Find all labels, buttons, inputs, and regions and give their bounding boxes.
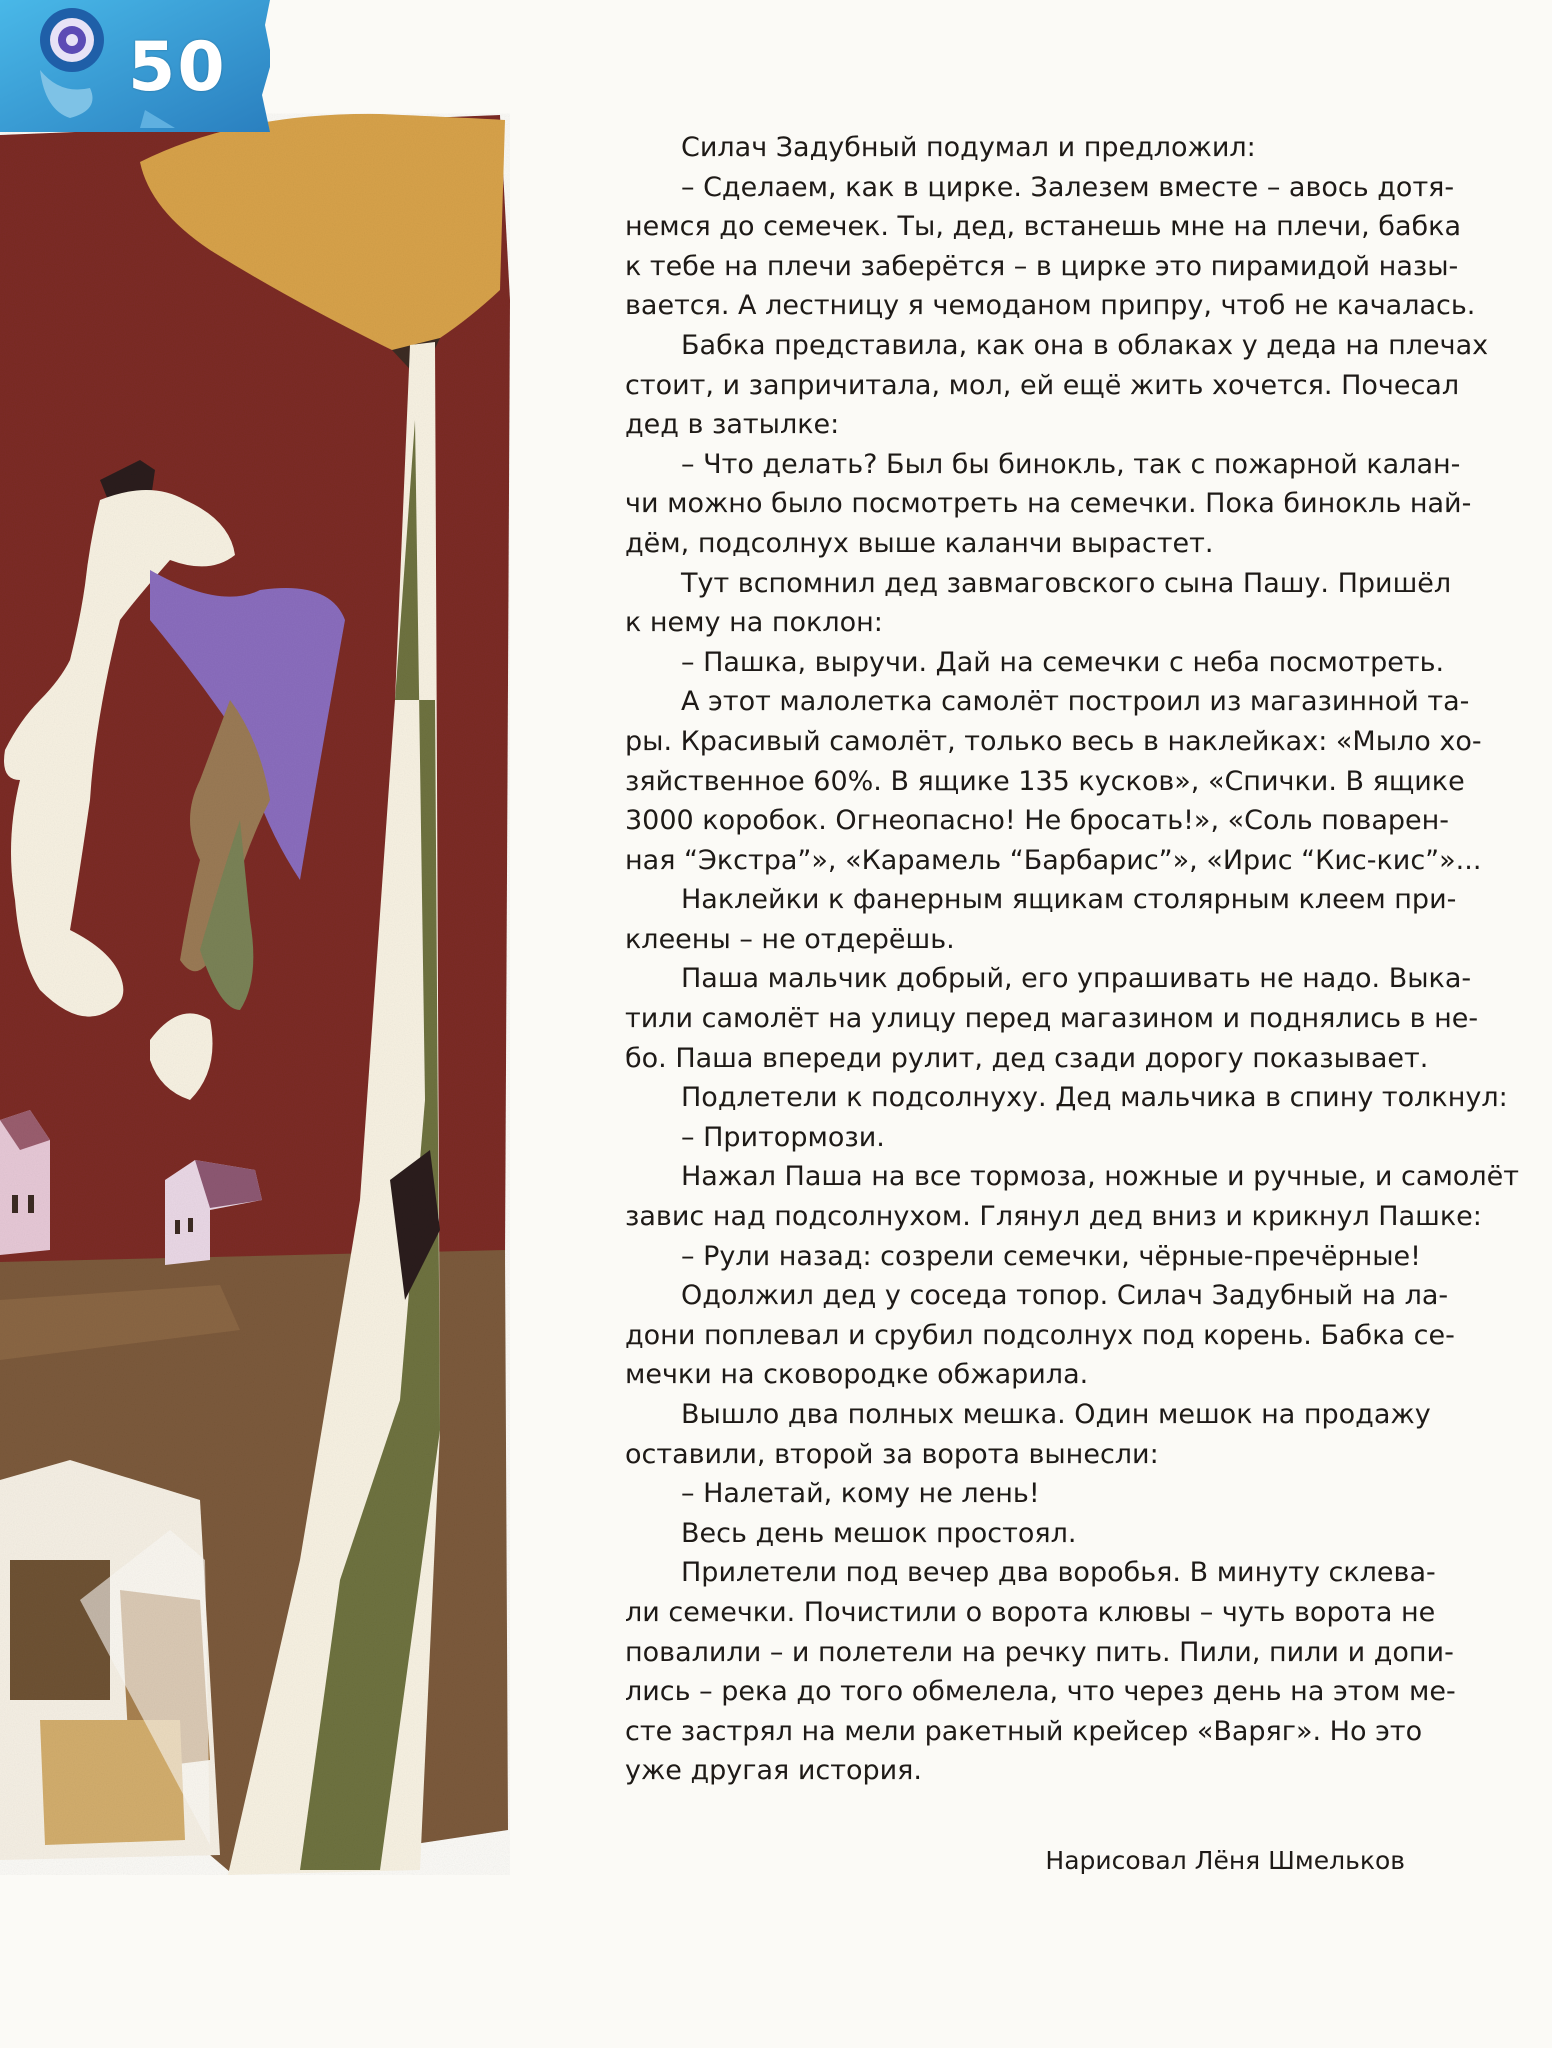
story-line: уже другая история. [625, 1755, 922, 1787]
story-line: ли семечки. Почистили о ворота клювы – чуть ворота не [625, 1596, 1436, 1628]
story-line: Весь день мешок простоял. [681, 1517, 1077, 1549]
story-line: – Притормози. [681, 1121, 885, 1153]
story-line: чи можно было посмотреть на семечки. Пока бинокль най- [625, 488, 1472, 520]
story-line: лись – река до того обмелела, что через день на этом ме- [625, 1676, 1456, 1708]
story-line: ры. Красивый самолёт, только весь в наклейках: «Мыло хо- [625, 725, 1482, 757]
story-line: А этот малолетка самолёт построил из магазинной та- [681, 686, 1470, 718]
story-line: вается. А лестницу я чемоданом припру, чтоб не качалась. [625, 290, 1476, 322]
story-line: тили самолёт на улицу перед магазином и поднялись в не- [625, 1003, 1479, 1035]
story-line: Бабка представила, как она в облаках у деда на плечах [681, 329, 1489, 361]
white-house [0, 1460, 220, 1860]
story-line: немся до семечек. Ты, дед, встанешь мне на плечи, бабка [625, 211, 1462, 243]
illustration [0, 0, 520, 1900]
story-line: повалили – и полетели на речку пить. Пили, пили и допи- [625, 1636, 1454, 1668]
story-line: Вышло два полных мешка. Один мешок на продажу [681, 1399, 1431, 1430]
story-line: сте застрял на мели ракетный крейсер «Варяг». Но это [625, 1715, 1423, 1747]
story-line: – Рули назад: созрели семечки, чёрные-пречёрные! [681, 1240, 1421, 1272]
story-line: клеены – не отдерёшь. [625, 923, 955, 955]
story-line: стоит, и запричитала, мол, ей ещё жить хочется. Почесал [625, 369, 1460, 401]
illustrator-credit: Нарисовал Лёня Шмельков [1045, 1846, 1405, 1875]
story-line: дед в затылке: [625, 409, 840, 441]
story-line: – Сделаем, как в цирке. Залезем вместе – авось дотя- [681, 171, 1455, 203]
story-line: мечки на сковородке обжарила. [625, 1359, 1089, 1391]
story-line: бо. Паша впереди рулит, дед сзади дорогу показывает. [625, 1042, 1429, 1074]
story-line: – Что делать? Был бы бинокль, так с пожарной калан- [681, 448, 1461, 480]
story-line: к тебе на плечи заберётся – в цирке это пирамидой назы- [625, 250, 1459, 282]
story-text [625, 128, 1519, 1791]
story-line: к нему на поклон: [625, 607, 883, 639]
page-number: 50 [128, 28, 227, 107]
story-line: завис над подсолнухом. Глянул дед вниз и крикнул Пашке: [625, 1201, 1482, 1233]
story-line: Паша мальчик добрый, его упрашивать не надо. Выка- [681, 963, 1472, 995]
story-line: – Пашка, выручи. Дай на семечки с неба посмотреть. [681, 646, 1445, 678]
story-line: дони поплевал и срубил подсолнух под корень. Бабка се- [625, 1319, 1455, 1351]
story-line: Силач Задубный подумал и предложил: [681, 132, 1256, 163]
page-badge [0, 0, 270, 135]
story-line: дём, подсолнух выше каланчи вырастет. [625, 527, 1214, 559]
story-line: Прилетели под вечер два воробья. В минуту склева- [681, 1557, 1436, 1589]
story-line: 3000 коробок. Огнеопасно! Не бросать!», «Соль поварен- [625, 805, 1450, 837]
story-line: Нажал Паша на все тормоза, ножные и ручные, и самолёт [681, 1161, 1519, 1193]
story-line: Наклейки к фанерным ящикам столярным клеем при- [681, 884, 1457, 916]
story-line: ная “Экстра”», «Карамель “Барбарис”», «Ирис “Кис-кис”»... [625, 844, 1482, 876]
story-line: оставили, второй за ворота вынесли: [625, 1438, 1159, 1470]
story-line: Одолжил дед у соседа топор. Силач Задубный на ла- [681, 1280, 1449, 1312]
story-line: Тут вспомнил дед завмаговского сына Пашу. Пришёл [681, 567, 1452, 599]
story-line: – Налетай, кому не лень! [681, 1478, 1040, 1510]
story-line: зяйственное 60%. В ящике 135 кусков», «Спички. В ящике [625, 765, 1465, 797]
story-line: Подлетели к подсолнуху. Дед мальчика в спину толкнул: [681, 1082, 1508, 1114]
